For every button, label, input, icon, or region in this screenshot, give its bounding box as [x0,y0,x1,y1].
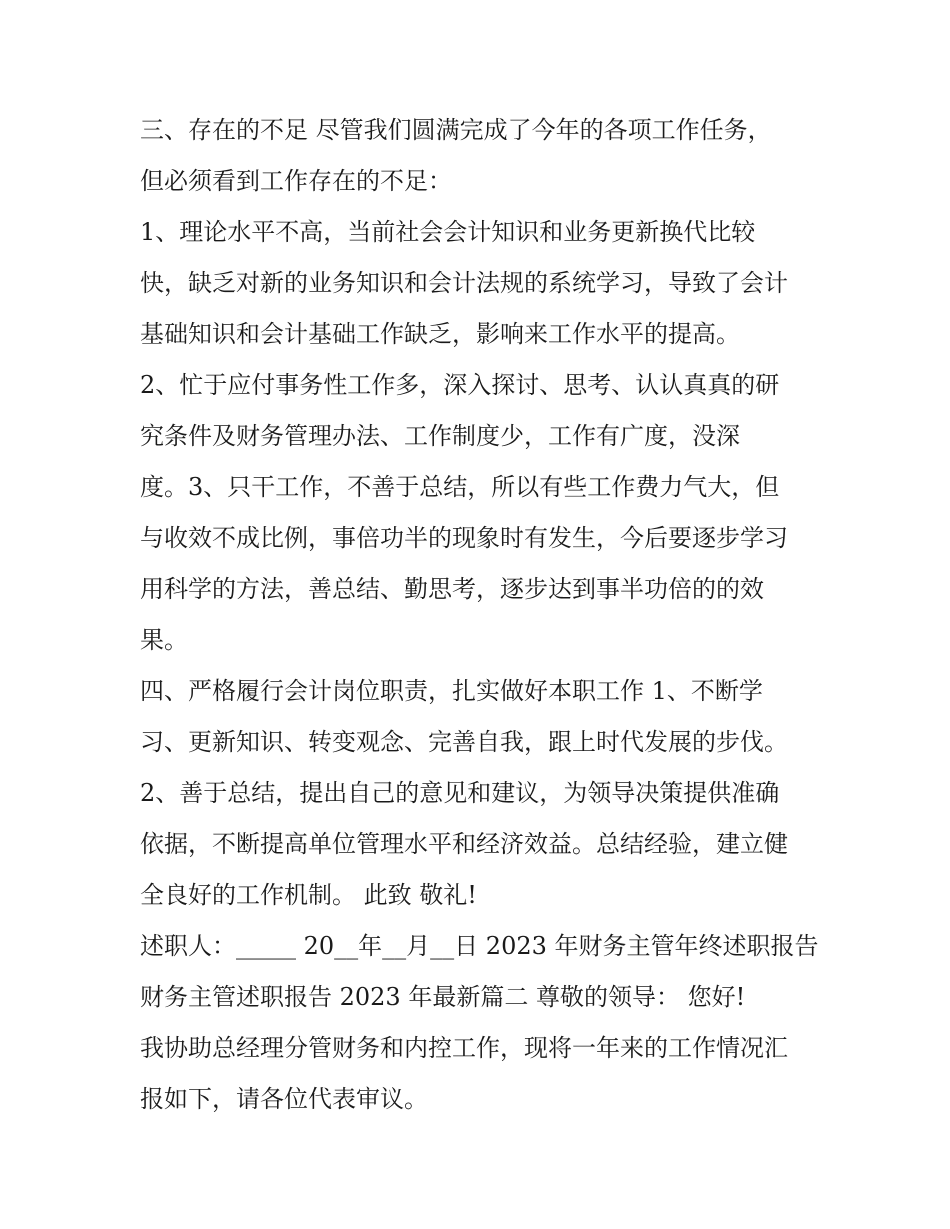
text-line: 述职人：_____ 20__年__月__日 2023 年财务主管年终述职报告 [140,932,819,960]
text-line: 2、忙于应付事务性工作多，深入探讨、思考、认认真真的研 [140,371,780,399]
text-line: 度。3、只干工作，不善于总结，所以有些工作费力气大，但 [140,473,780,501]
text-line: 果。 [140,626,188,654]
text-line: 基础知识和会计基础工作缺乏，影响来工作水平的提高。 [140,320,740,348]
text-line: 与收效不成比例，事倍功半的现象时有发生，今后要逐步学习 [140,524,788,552]
document-body [140,105,820,1125]
text-line: 究条件及财务管理办法、工作制度少，工作有广度，没深 [140,422,740,450]
text-line: 用科学的方法，善总结、勤思考，逐步达到事半功倍的的效 [140,575,764,603]
text-line: 依据，不断提高单位管理水平和经济效益。总结经验，建立健 [140,830,788,858]
text-line: 习、更新知识、转变观念、完善自我，跟上时代发展的步伐。 [140,728,788,756]
text-line: 四、严格履行会计岗位职责，扎实做好本职工作 1、不断学 [140,677,763,705]
text-line: 2、善于总结，提出自己的意见和建议，为领导决策提供准确 [140,779,780,807]
text-line: 全良好的工作机制。 此致 敬礼! [140,881,477,909]
text-line: 三、存在的不足 尽管我们圆满完成了今年的各项工作任务， [140,116,772,144]
text-line: 财务主管述职报告 2023 年最新篇二 尊敬的领导： 您好! [140,983,746,1011]
text-line: 报如下，请各位代表审议。 [140,1085,428,1113]
text-line: 但必须看到工作存在的不足： [140,167,452,195]
text-line: 快，缺乏对新的业务知识和会计法规的系统学习，导致了会计 [140,269,788,297]
text-line: 我协助总经理分管财务和内控工作，现将一年来的工作情况汇 [140,1034,788,1062]
text-line: 1、理论水平不高，当前社会会计知识和业务更新换代比较 [140,218,756,246]
